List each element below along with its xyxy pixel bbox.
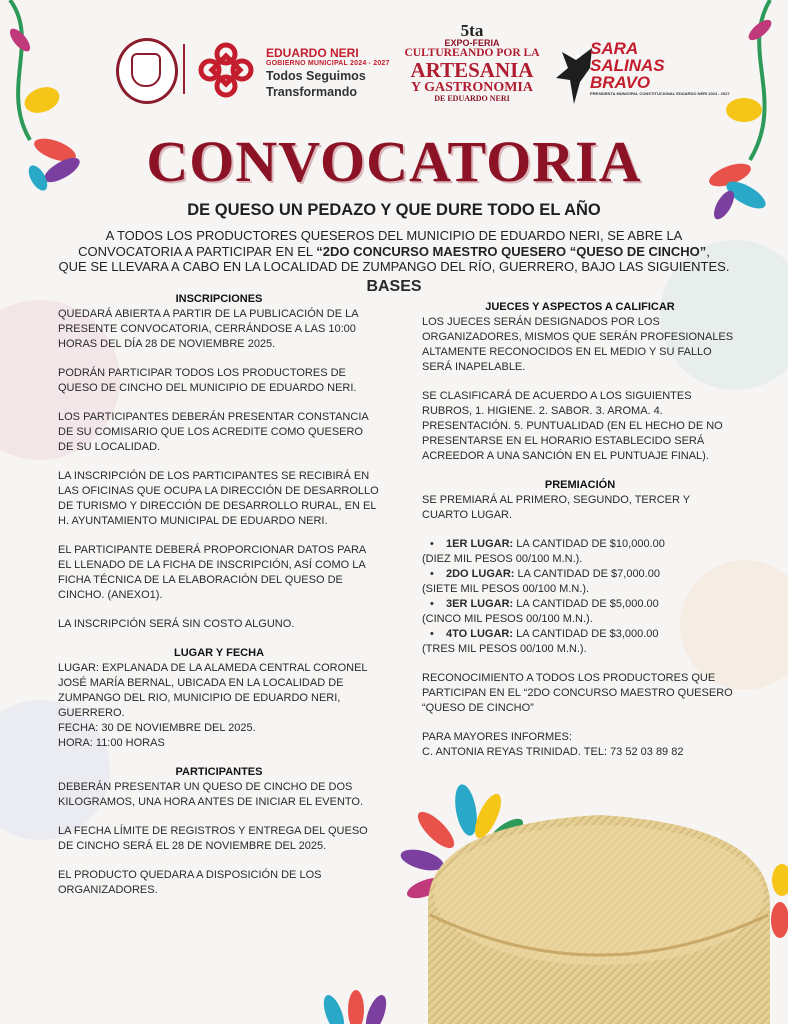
info-label: PARA MAYORES INFORMES:	[422, 731, 572, 743]
intro-line-1: A TODOS LOS PRODUCTORES QUESEROS DEL MUNICIPIO DE EDUARDO NERI, SE ABRE LA	[105, 228, 683, 243]
reconocimiento-text: RECONOCIMIENTO A TODOS LOS PRODUCTORES QUE PARTICIPAN EN EL “2DO CONCURSO MAESTRO QUESERO “QUESO DE CINCHO”	[422, 672, 733, 714]
prize-words: (TRES MIL PESOS 00/100 M.N.).	[422, 643, 587, 655]
slogan-line-1: Todos Seguimos	[266, 69, 366, 83]
sara-name-1: SARA	[590, 39, 639, 58]
jueces-p1: LOS JUECES SERÁN DESIGNADOS POR LOS ORGANIZADORES, MISMOS QUE SERÁN PROFESIONALES ALTAMENTE RECONOCIDOS EN EL MEDIO Y SU FALLO SERÁ INAPELABLE.	[422, 316, 734, 373]
participantes-p2: LA FECHA LÍMITE DE REGISTROS Y ENTREGA DEL QUESO DE CINCHO SERÁ EL 28 DE NOVIEMBRE DEL 2025.	[58, 825, 368, 852]
fecha-text: FECHA: 30 DE NOVIEMBRE DEL 2025.	[58, 722, 256, 734]
prize-amount: LA CANTIDAD DE $5,000.00	[513, 598, 659, 610]
inscripciones-p6: LA INSCRIPCIÓN SERÁ SIN COSTO ALGUNO.	[58, 618, 295, 630]
prize-place: 1ER LUGAR:	[446, 538, 514, 550]
prize-words: (CINCO MIL PESOS 00/100 M.N.).	[422, 613, 593, 625]
expo-line-2: ARTESANIA	[410, 57, 534, 82]
expo-feria-logo	[404, 22, 540, 103]
expo-line-4: DE EDUARDO NERI	[434, 93, 510, 103]
section-title-participantes: PARTICIPANTES	[175, 766, 263, 778]
expo-line-3: Y GASTRONOMIA	[411, 79, 533, 95]
list-item	[422, 627, 738, 657]
intro-line-2-a: CONVOCATORIA A PARTICIPAR EN EL	[78, 243, 317, 259]
prize-amount: LA CANTIDAD DE $7,000.00	[514, 568, 660, 580]
right-column	[422, 300, 738, 760]
prize-place: 2DO LUGAR:	[446, 568, 515, 580]
prize-words: (SIETE MIL PESOS 00/100 M.N.).	[422, 583, 590, 595]
intro-paragraph	[30, 228, 758, 275]
expo-line-1: CULTUREANDO POR LA	[404, 47, 540, 59]
section-title-lugar: LUGAR Y FECHA	[173, 647, 265, 659]
page-title: CONVOCATORIA	[146, 129, 642, 194]
section-title-inscripciones: INSCRIPCIONES	[175, 293, 263, 305]
sara-tagline: PRESIDENTA MUNICIPAL CONSTITUCIONAL EDUARDO NERI 2024 - 2027	[590, 91, 730, 96]
expo-edition: 5ta	[460, 21, 484, 40]
sara-name-2: SALINAS	[590, 56, 665, 75]
prize-amount: LA CANTIDAD DE $3,000.00	[513, 628, 659, 640]
hora-text: HORA: 11:00 HORAS	[58, 737, 165, 749]
celtic-knot-logo-icon	[196, 40, 256, 100]
expo-label: EXPO-FERIA	[444, 38, 500, 48]
premiacion-intro: SE PREMIARÁ AL PRIMERO, SEGUNDO, TERCER Y CUARTO LUGAR.	[422, 494, 690, 521]
bottom-left-flower-icon	[314, 984, 404, 1024]
contact-text: C. ANTONIA REYAS TRINIDAD. TEL: 73 52 03 89 82	[422, 746, 684, 758]
inscripciones-p3: LOS PARTICIPANTES DEBERÁN PRESENTAR CONSTANCIA DE SU COMISARIO QUE LOS ACREDITE COMO QUESERO DE SU LOCALIDAD.	[58, 411, 369, 453]
section-title-premiacion: PREMIACIÓN	[544, 479, 616, 491]
subtitle: DE QUESO UN PEDAZO Y QUE DURE TODO EL AÑO	[187, 201, 601, 219]
municipal-seal-icon	[116, 38, 178, 104]
hummingbird-logo-icon	[554, 38, 594, 106]
list-item	[422, 567, 738, 597]
left-column	[58, 292, 380, 912]
prize-place: 4TO LUGAR:	[446, 628, 514, 640]
intro-line-2	[30, 244, 758, 260]
gov-brand	[266, 46, 390, 99]
prize-place: 3ER LUGAR:	[446, 598, 514, 610]
participantes-p1: DEBERÁN PRESENTAR UN QUESO DE CINCHO DE DOS KILOGRAMOS, UNA HORA ANTES DE INICIAR EL EVENTO.	[58, 781, 364, 808]
bases-heading: BASES	[366, 278, 422, 295]
participantes-p3: EL PRODUCTO QUEDARA A DISPOSICIÓN DE LOS ORGANIZADORES.	[58, 869, 322, 896]
queso-de-cincho-image	[418, 795, 780, 1024]
intro-line-3: QUE SE LLEVARA A CABO EN LA LOCALIDAD DE ZUMPANGO DEL RÍO, GUERRERO, BAJO LAS SIGUIENTES.	[58, 259, 730, 274]
gov-period: GOBIERNO MUNICIPAL 2024 - 2027	[266, 60, 390, 67]
prize-amount: LA CANTIDAD DE $10,000.00	[513, 538, 665, 550]
header-divider	[183, 44, 185, 94]
corner-flower-right-icon	[700, 0, 788, 230]
section-title-jueces: JUECES Y ASPECTOS A CALIFICAR	[485, 301, 675, 313]
list-item	[422, 537, 738, 567]
bottom-right-flower-icon	[760, 860, 788, 960]
jueces-p2: SE CLASIFICARÁ DE ACUERDO A LOS SIGUIENTES RUBROS, 1. HIGIENE. 2. SABOR. 3. AROMA. 4. PRESENTACIÓN. 5. PUNTUALIDAD (EN EL HECHO DE NO PRESENTARSE EN EL HORARIO ESTABLECIDO SERÁ ACREEDOR A UNA SANCIÓN EN EL PUNTUAJE FINAL).	[422, 390, 723, 462]
inscripciones-p1: QUEDARÁ ABIERTA A PARTIR DE LA PUBLICACIÓN DE LA PRESENTE CONVOCATORIA, CERRÁNDOSE A LAS 10:00 HORAS DEL DÍA 28 DE NOVIEMBRE 2025.	[58, 308, 358, 350]
prize-list	[422, 537, 738, 657]
inscripciones-p4: LA INSCRIPCIÓN DE LOS PARTICIPANTES SE RECIBIRÁ EN LAS OFICINAS QUE OCUPA LA DIRECCIÓN DE DESARROLLO DE TURISMO Y DIRECCIÓN DE DESARROLLO RURAL, EN EL H. AYUNTAMIENTO MUNICIPAL DE EDUARDO NERI.	[58, 470, 379, 527]
contest-name: “2DO CONCURSO MAESTRO QUESERO “QUESO DE CINCHO”	[316, 243, 707, 259]
lugar-text: LUGAR: EXPLANADA DE LA ALAMEDA CENTRAL CORONEL JOSÉ MARÍA BERNAL, UBICADA EN LA LOCALIDAD DE ZUMPANGO DEL RIO, MUNICIPIO DE EDUARDO NERI, GUERRERO.	[58, 662, 368, 719]
sara-salinas-brand	[590, 40, 730, 96]
sara-name-3: BRAVO	[590, 73, 651, 92]
gov-name: EDUARDO NERI	[266, 46, 359, 60]
prize-words: (DIEZ MIL PESOS 00/100 M.N.).	[422, 553, 583, 565]
inscripciones-p5: EL PARTICIPANTE DEBERÁ PROPORCIONAR DATOS PARA EL LLENADO DE LA FICHA DE INSCRIPCIÓN, ASÍ COMO LA FICHA TÉCNICA DE LA ELABORACIÓN DEL QUESO DE CINCHO. (ANEXO1).	[58, 544, 366, 601]
inscripciones-p2: PODRÁN PARTICIPAR TODOS LOS PRODUCTORES DE QUESO DE CINCHO DEL MUNICIPIO DE EDUARDO NERI.	[58, 367, 357, 394]
slogan-line-2: Transformando	[266, 85, 357, 99]
intro-line-2-c: ,	[706, 243, 710, 259]
list-item	[422, 597, 738, 627]
